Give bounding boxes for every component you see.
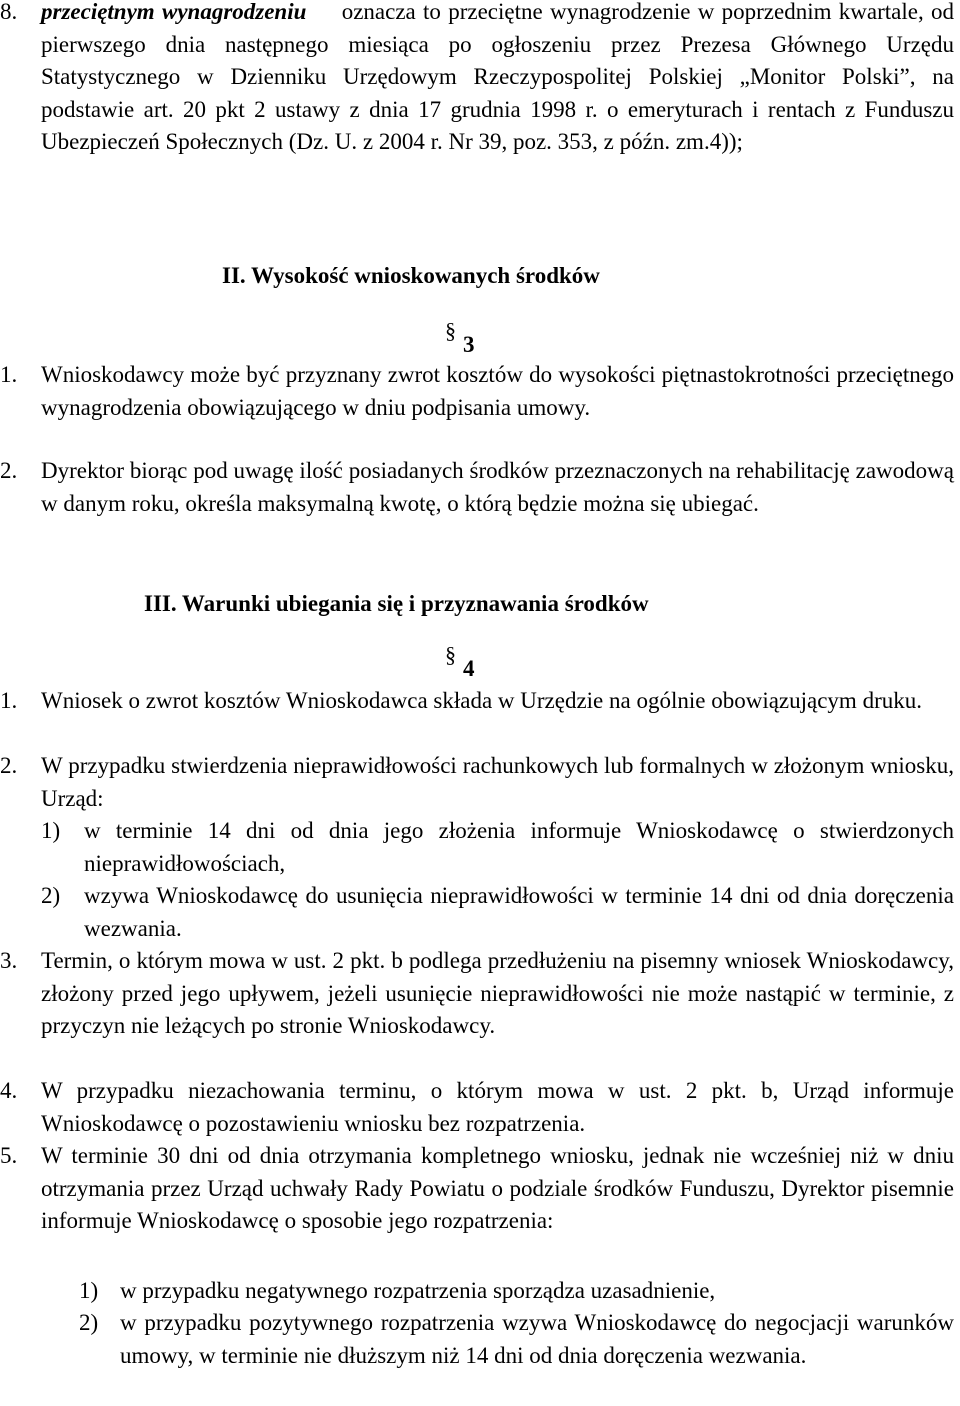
subitem-number: 2) [41, 883, 61, 908]
sub-list-item: w przypadku pozytywnego rozpatrzenia wzywa Wnioskodawcę do negocjacji warunków umowy, w terminie nie dłuższym niż 14 dni od dnia doręczenia wezwania. [120, 1310, 954, 1368]
list-item: W terminie 30 dni od dnia otrzymania kompletnego wniosku, jednak nie wcześniej niż w dniu otrzymania przez Urząd uchwały Rady Powiatu o podziale środków Funduszu, Dyrektor pisemnie informuje Wnioskodawcę o sposobie jego rozpatrzenia: [41, 1143, 954, 1233]
sub-list-item: w terminie 14 dni od dnia jego złożenia informuje Wnioskodawcę o stwierdzonych nieprawidłowościach, [84, 818, 954, 876]
item-number: 5. [0, 1143, 18, 1168]
subitem-number: 2) [79, 1310, 99, 1335]
subitem-number: 1) [79, 1278, 99, 1303]
section-heading [445, 318, 475, 362]
section-symbol: § [445, 318, 456, 343]
item-number: 8. [0, 0, 18, 24]
item-number: 3. [0, 948, 18, 973]
section-symbol: § [445, 642, 456, 667]
chapter-heading: II. Wysokość wnioskowanych środków [222, 263, 600, 288]
item-number: 2. [0, 458, 18, 483]
item-number: 2. [0, 753, 18, 778]
sub-list-item: wzywa Wnioskodawcę do usunięcia nieprawidłowości w terminie 14 dni od dnia doręczenia wezwania. [84, 883, 954, 941]
list-item: W przypadku stwierdzenia nieprawidłowości rachunkowych lub formalnych w złożonym wniosku, Urząd: [41, 753, 954, 811]
definition-text: oznacza to przeciętne wynagrodzenie w poprzednim kwartale, od pierwszego dnia następnego miesiąca po ogłoszeniu przez Prezesa Głównego Urzędu Statystycznego w Dzienniku Urzędowym Rzeczypospolitej Polskiej „Monitor Polski”, na podstawie art. 20 pkt 2 ustawy z dnia 17 grudnia 1998 r. o emeryturach i rentach z Funduszu Ubezpieczeń Społecznych (Dz. U. z 2004 r. Nr 39, poz. 353, z późn. zm.4)); [41, 0, 954, 154]
chapter-heading: III. Warunki ubiegania się i przyznawania środków [144, 591, 649, 616]
list-item: Dyrektor biorąc pod uwagę ilość posiadanych środków przeznaczonych na rehabilitację zawodową w danym roku, określa maksymalną kwotę, o którą będzie można się ubiegać. [41, 458, 954, 516]
item-number: 1. [0, 688, 18, 713]
section-number: 4 [463, 656, 475, 681]
defined-term: przeciętnym wynagrodzeniu [41, 0, 307, 24]
list-item: Termin, o którym mowa w ust. 2 pkt. b podlega przedłużeniu na pisemny wniosek Wnioskodawcy, złożony przed jego upływem, jeżeli usunięcie nieprawidłowości nie może nastąpić w terminie, z przyczyn nie leżących po stronie Wnioskodawcy. [41, 948, 954, 1038]
list-item: Wnioskodawcy może być przyznany zwrot kosztów do wysokości piętnastokrotności przeciętnego wynagrodzenia obowiązującego w dniu podpisania umowy. [41, 362, 954, 420]
subitem-number: 1) [41, 818, 61, 843]
item-number: 1. [0, 362, 18, 387]
section-number: 3 [463, 332, 475, 357]
definition-paragraph [41, 0, 954, 159]
section-heading [445, 642, 475, 686]
list-item: Wniosek o zwrot kosztów Wnioskodawca składa w Urzędzie na ogólnie obowiązującym druku. [41, 688, 922, 713]
list-item: W przypadku niezachowania terminu, o którym mowa w ust. 2 pkt. b, Urząd informuje Wnioskodawcę o pozostawieniu wniosku bez rozpatrzenia. [41, 1078, 954, 1136]
sub-list-item: w przypadku negatywnego rozpatrzenia sporządza uzasadnienie, [120, 1278, 716, 1303]
item-number: 4. [0, 1078, 18, 1103]
